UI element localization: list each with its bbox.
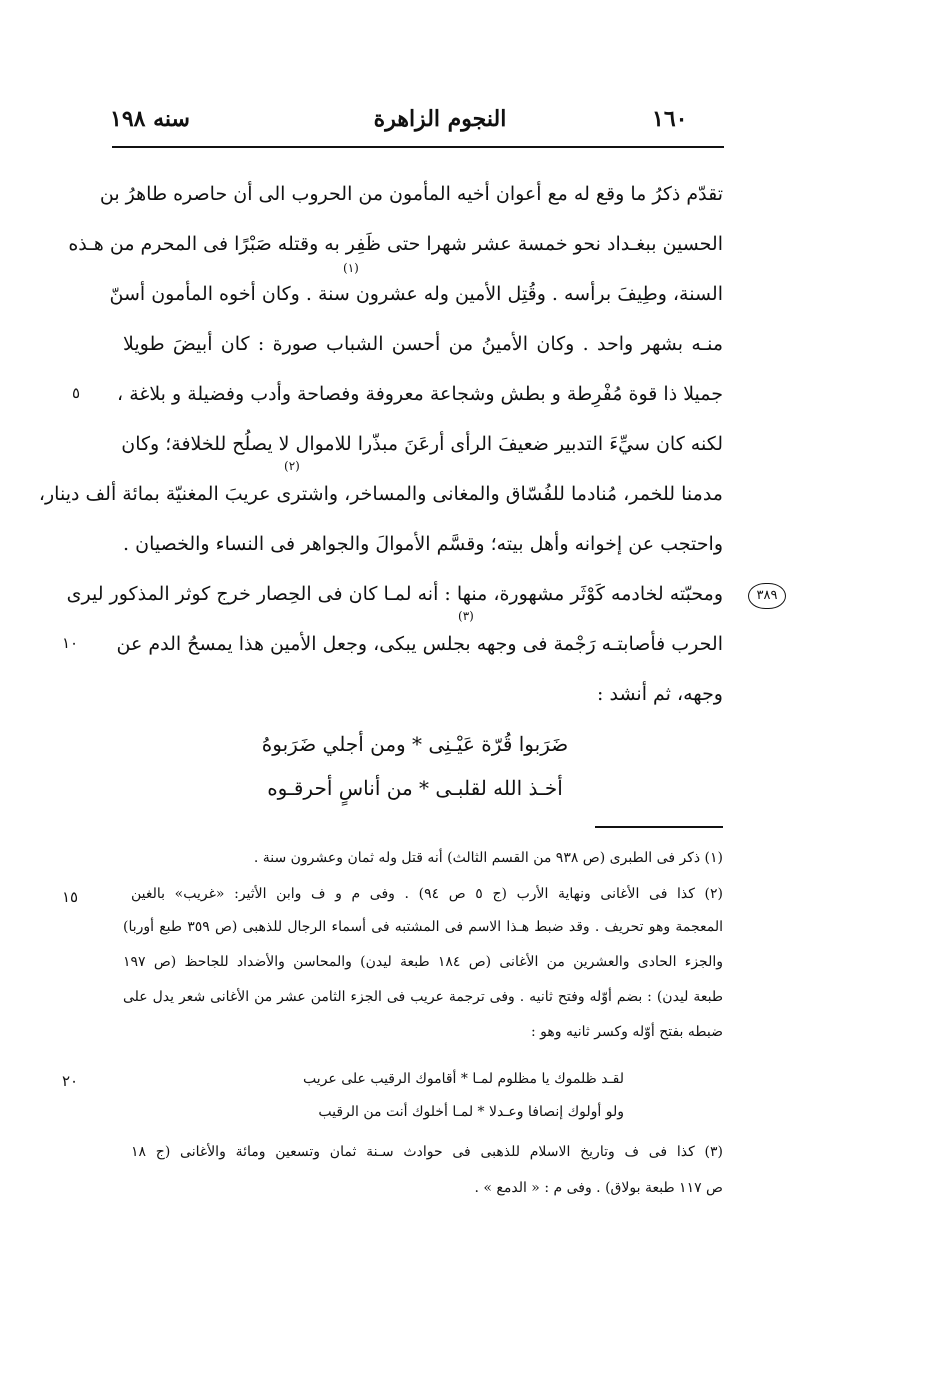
body-line: الحسين ببغـداد نحو خمسة عشر شهرا حتى ظَفِر به وقتله صَبْرًا فى المحرم من هـذه xyxy=(68,233,723,255)
margin-line-number: ٥ xyxy=(72,384,81,402)
body-line: منـه بشهر واحد . وكان الأمينُ من أحسن الشباب صورة : كان أبيضَ طويلا xyxy=(123,333,723,355)
margin-line-number: ٢٠ xyxy=(62,1072,79,1090)
running-title: النجوم الزاهرة xyxy=(373,106,507,132)
year-label: سنه ١٩٨ xyxy=(110,106,190,132)
header-rule xyxy=(112,146,724,148)
footnote-line: (١) ذكر فى الطبرى (ص ٩٣٨ من القسم الثالث) أنه قتل وله ثمان وعشرون سنة . xyxy=(253,850,723,866)
page-number: ١٦٠ xyxy=(652,106,688,132)
footnote-line: ص ١١٧ طبعة بولاق) . وفى م : « الدمع » . xyxy=(474,1180,723,1196)
body-line: ومحبّته لخادمه كَوْثَر مشهورة، منها : أنه لمـا كان فى الحِصار خرج كوثر المذكور ليرى xyxy=(66,583,723,605)
margin-line-number: ١٥ xyxy=(62,888,79,906)
footnote-verse: ولو أولوك إنصافا وعـدلا * لمـا أخلوك أنت من الرقيب xyxy=(318,1104,624,1120)
body-line: السنة، وطِيفَ برأسه . وقُتِل الأمين وله عشرون سنة . وكان أخوه المأمون أسنّ xyxy=(109,283,723,305)
body-line: وجهه، ثم أنشد : xyxy=(597,683,723,705)
footnote-marker-1: (١) xyxy=(343,261,359,275)
footnote-line: المعجمة وهو تحريف . وقد ضبط هـذا الاسم فى المشتبه فى أسماء الرجال للذهبى (ص ٣٥٩ طبع أوربا) xyxy=(123,919,723,935)
footnote-rule xyxy=(595,826,723,828)
footnote-line: ضبطه بفتح أوّله وكسر ثانيه وهو : xyxy=(531,1024,723,1040)
body-line: جميلا ذا قوة مُفْرِطة و بطش وشجاعة معروفة وفصاحة وأدب وفضيلة و بلاغة ، xyxy=(117,383,723,405)
verse-line: ضَرَبوا قُرّة عَيْـنِى * ومن أجلي ضَرَبوهُ xyxy=(261,732,569,756)
verse-line: أخـذ الله لقلبـى * من أناسٍ أحرقـوه xyxy=(267,776,563,800)
body-line: لكنه كان سيِّءَ التدبير ضعيفَ الرأى أرعَنَ مبذّرا للاموال لا يصلُح للخلافة؛ وكان xyxy=(121,433,723,455)
footnote-line: (٢) كذا فى الأغانى ونهاية الأرب (ج ٥ ص ٩٤) . وفى م و ف وابن الأثير: «غريب» بالغين xyxy=(131,886,724,902)
footnote-verse: لقـد ظلموك يا مظلوم لمـا * أقاموك الرقيب على عريب xyxy=(303,1071,624,1087)
body-line: الحرب فأصابتـه رَجْمة فى وجهه بجلس يبكى، وجعل الأمين هذا يمسحُ الدم عن xyxy=(116,633,723,655)
footnote-marker-2: (٢) xyxy=(284,459,300,473)
footnote-line: والجزء الحادى والعشرين من الأغانى (ص ١٨٤ طبعة ليدن) والمحاسن والأضداد للجاحظ (ص ١٩٧ xyxy=(123,954,723,970)
margin-line-number: ١٠ xyxy=(62,634,79,652)
body-line: مدمنا للخمر، مُنادما للفُسّاق والمغانى والمساخر، واشترى عريبَ المغنيّة بمائة ألف دينار، xyxy=(38,483,723,505)
body-line: واحتجب عن إخوانه وأهل بيته؛ وقسَّم الأموالَ والجواهر فى النساء والخصيان . xyxy=(123,533,723,555)
footnote-line: (٣) كذا فى ف وتاريخ الاسلام للذهبى فى حوادث سـنة ثمان وتسعين ومائة والأغانى (ج ١٨ xyxy=(131,1144,723,1160)
footnote-line: طبعة ليدن) : بضم أوّله وفتح ثانيه . وفى ترجمة عريب فى الجزء الثامن عشر من الأغانى شعر يدل على xyxy=(123,989,723,1005)
body-line: تقدّم ذكرُ ما وقع له مع أعوان أخيه المأمون من الحروب الى أن حاصره طاهرُ بن xyxy=(99,183,723,205)
footnote-marker-3: (٣) xyxy=(458,609,474,623)
source-page-reference: ٣٨٩ xyxy=(748,583,786,609)
